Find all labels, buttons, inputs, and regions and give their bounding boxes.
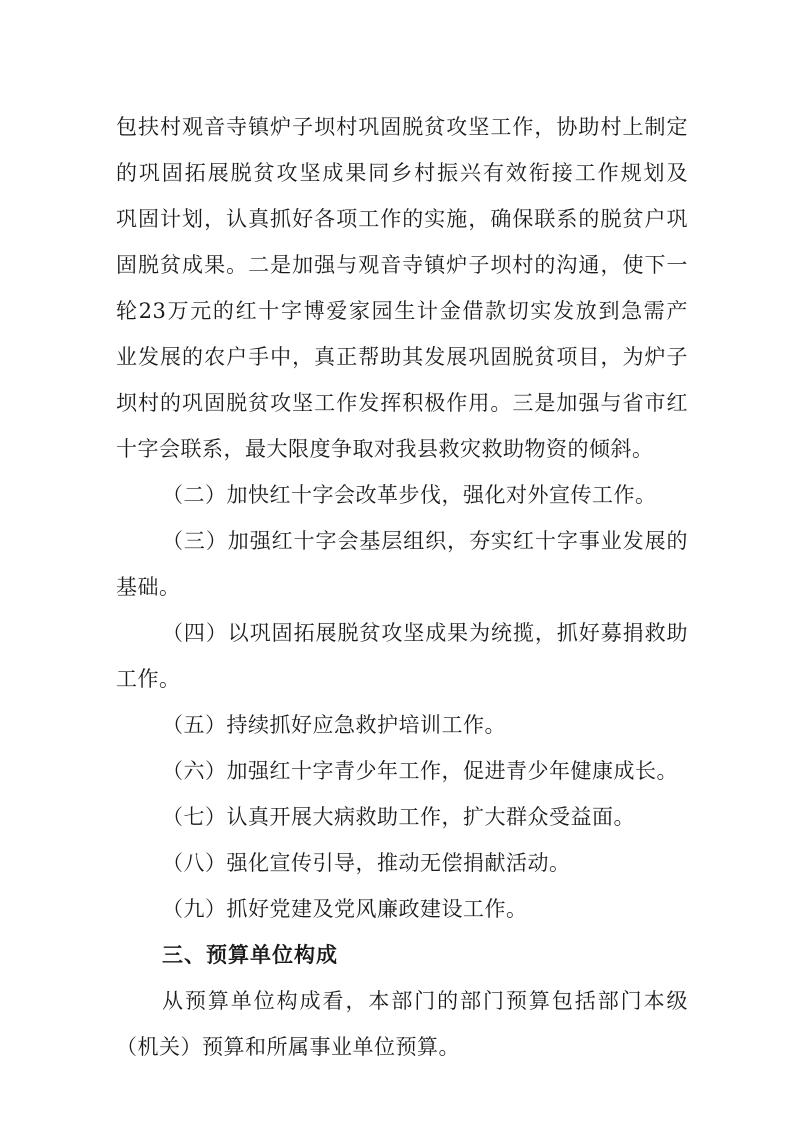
paragraph-line: 轮23万元的红十字博爱家园生计金借款切实发放到急需产 bbox=[116, 299, 688, 323]
paragraph-line: 坝村的巩固脱贫攻坚工作发挥积极作用。三是加强与省市红 bbox=[116, 391, 688, 415]
list-item-6: （六）加强红十字青少年工作，促进青少年健康成长。 bbox=[162, 759, 678, 783]
list-item-2: （二）加快红十字会改革步伐，强化对外宣传工作。 bbox=[162, 483, 657, 507]
section-paragraph-line: 从预算单位构成看，本部门的部门预算包括部门本级 bbox=[162, 989, 688, 1013]
list-item-3-continuation: 基础。 bbox=[116, 575, 181, 599]
section-paragraph-line: （机关）预算和所属事业单位预算。 bbox=[116, 1035, 460, 1059]
paragraph-line: 业发展的农户手中，真正帮助其发展巩固脱贫项目，为炉子 bbox=[116, 345, 688, 369]
list-item-5: （五）持续抓好应急救护培训工作。 bbox=[162, 713, 506, 737]
list-item-3: （三）加强红十字会基层组织，夯实红十字事业发展的 bbox=[162, 529, 688, 553]
paragraph-line: 十字会联系，最大限度争取对我县救灾救助物资的倾斜。 bbox=[116, 437, 654, 461]
section-heading: 三、预算单位构成 bbox=[162, 943, 338, 967]
list-item-8: （八）强化宣传引导，推动无偿捐献活动。 bbox=[162, 851, 571, 875]
list-item-4: （四）以巩固拓展脱贫攻坚成果为统揽，抓好募捐救助 bbox=[162, 621, 688, 645]
list-item-7: （七）认真开展大病救助工作，扩大群众受益面。 bbox=[162, 805, 635, 829]
list-item-9: （九）抓好党建及党风廉政建设工作。 bbox=[162, 897, 528, 921]
paragraph-line: 包扶村观音寺镇炉子坝村巩固脱贫攻坚工作，协助村上制定 bbox=[116, 115, 688, 139]
list-item-4-continuation: 工作。 bbox=[116, 667, 181, 691]
paragraph-line: 固脱贫成果。二是加强与观音寺镇炉子坝村的沟通，使下一 bbox=[116, 253, 688, 277]
paragraph-line: 巩固计划，认真抓好各项工作的实施，确保联系的脱贫户巩 bbox=[116, 207, 688, 231]
paragraph-line: 的巩固拓展脱贫攻坚成果同乡村振兴有效衔接工作规划及 bbox=[116, 161, 688, 185]
